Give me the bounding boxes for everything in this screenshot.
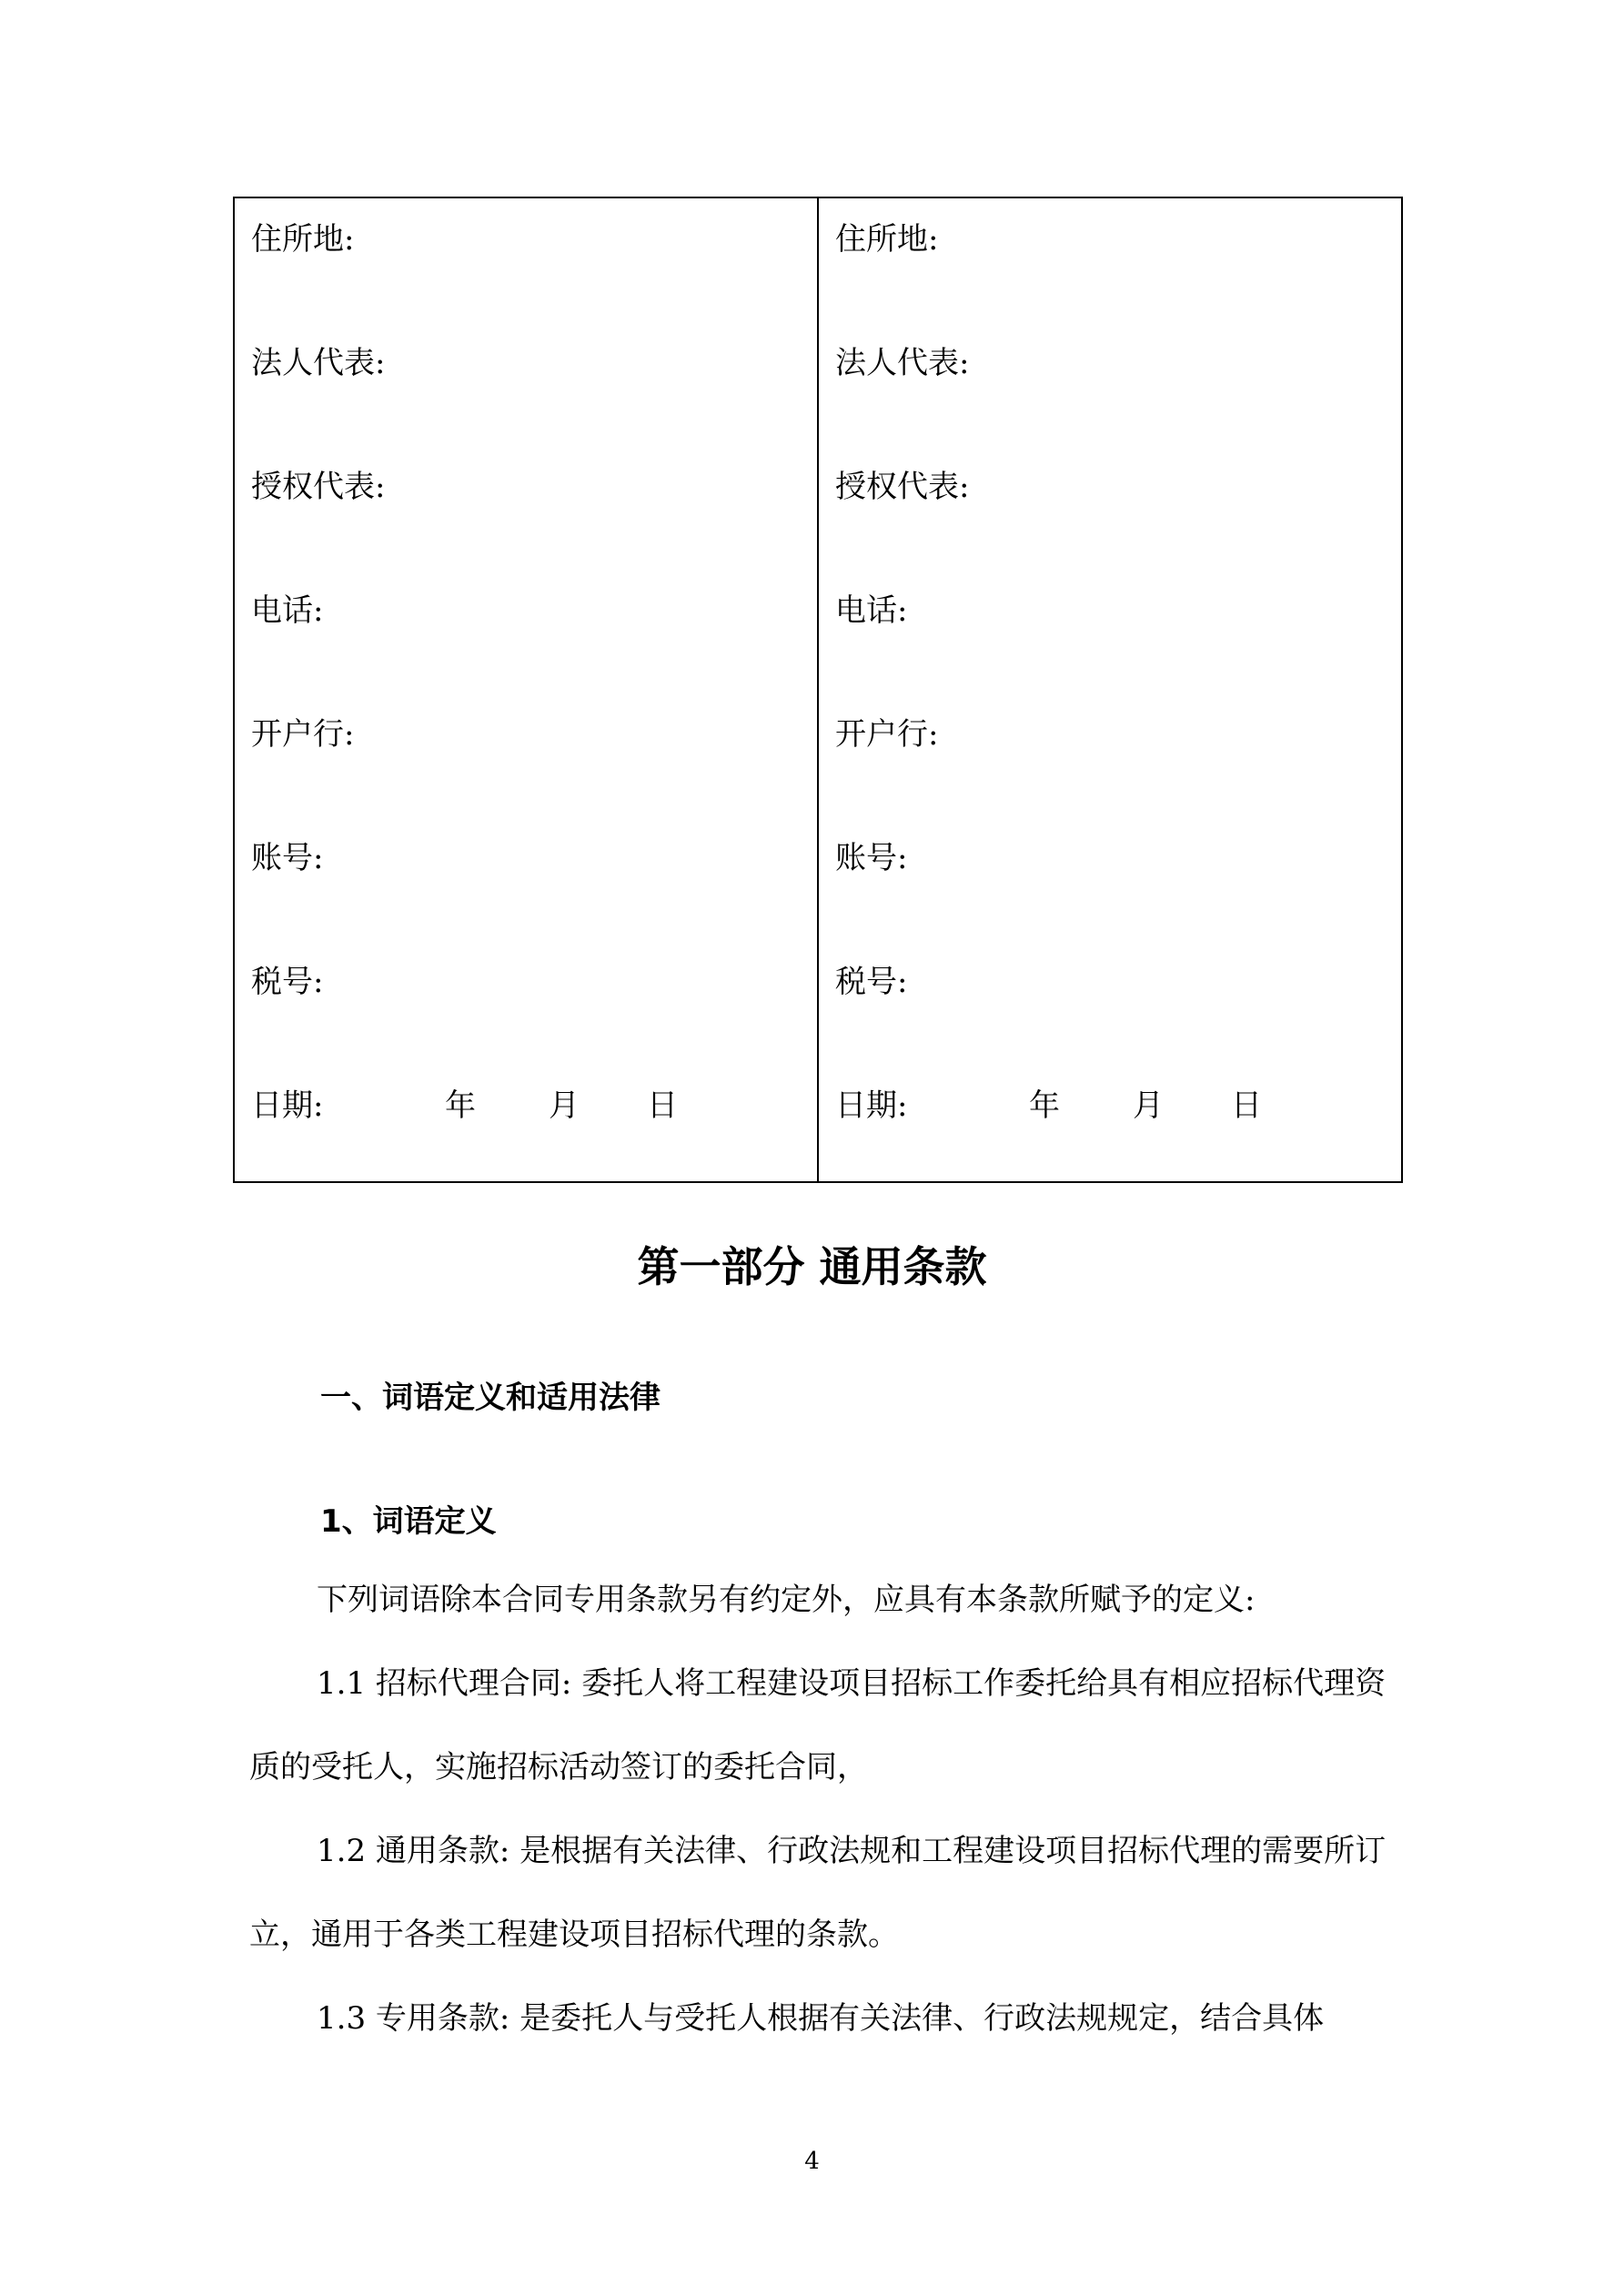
field-label-address: 住所地:	[251, 221, 355, 258]
date-month: 月	[1133, 1087, 1164, 1124]
clause-heading: 1、词语定义	[320, 1503, 497, 1540]
field-row	[251, 322, 817, 446]
party-left-cell	[234, 197, 818, 1182]
field-label-authorized-rep: 授权代表:	[251, 469, 386, 505]
field-row	[251, 570, 817, 693]
field-row	[835, 570, 1401, 693]
field-row	[835, 198, 1401, 322]
party-right-cell	[818, 197, 1402, 1182]
field-row	[251, 198, 817, 322]
date-month: 月	[549, 1087, 580, 1124]
field-label-tax-id: 税号:	[251, 964, 324, 1000]
field-row	[251, 693, 817, 817]
field-label-tax-id: 税号:	[835, 964, 908, 1000]
date-year: 年	[445, 1087, 476, 1124]
date-year: 年	[1029, 1087, 1060, 1124]
field-row	[835, 941, 1401, 1065]
field-label-bank: 开户行:	[251, 716, 355, 753]
date-day: 日	[1231, 1087, 1262, 1124]
field-label-phone: 电话:	[251, 592, 324, 629]
field-label-phone: 电话:	[835, 592, 908, 629]
section-title: 第一部分 通用条款	[637, 1242, 987, 1291]
field-label-bank: 开户行:	[835, 716, 939, 753]
clause-paragraph: 1.1 招标代理合同: 委托人将工程建设项目招标工作委托给具有相应招标代理资质的受托人，实施招标活动签订的委托合同，	[249, 1665, 1387, 1785]
field-row	[251, 941, 817, 1065]
field-row	[251, 446, 817, 570]
field-label-authorized-rep: 授权代表:	[835, 469, 970, 505]
date-row	[251, 1065, 817, 1181]
field-row	[835, 446, 1401, 570]
field-label-address: 住所地:	[835, 221, 939, 258]
clause-paragraph: 1.2 通用条款: 是根据有关法律、行政法规和工程建设项目招标代理的需要所订立，通用于各类工程建设项目招标代理的条款。	[249, 1833, 1387, 1953]
date-label: 日期:	[835, 1087, 908, 1124]
field-row	[835, 322, 1401, 446]
date-day: 日	[647, 1087, 678, 1124]
date-row	[835, 1065, 1401, 1181]
field-row	[251, 817, 817, 941]
field-label-account: 账号:	[835, 840, 908, 876]
clause-paragraph: 1.3 专用条款: 是委托人与受托人根据有关法律、行政法规规定，结合具体	[317, 2000, 1325, 2037]
field-row	[835, 817, 1401, 941]
field-label-account: 账号:	[251, 840, 324, 876]
chapter-heading: 一、词语定义和适用法律	[320, 1380, 661, 1416]
field-label-legal-rep: 法人代表:	[835, 345, 970, 381]
field-row	[835, 693, 1401, 817]
party-info-table	[233, 197, 1403, 1183]
page-number: 4	[804, 2148, 820, 2175]
date-label: 日期:	[251, 1087, 324, 1124]
field-label-legal-rep: 法人代表:	[251, 345, 386, 381]
intro-paragraph: 下列词语除本合同专用条款另有约定外，应具有本条款所赋予的定义:	[317, 1582, 1256, 1618]
